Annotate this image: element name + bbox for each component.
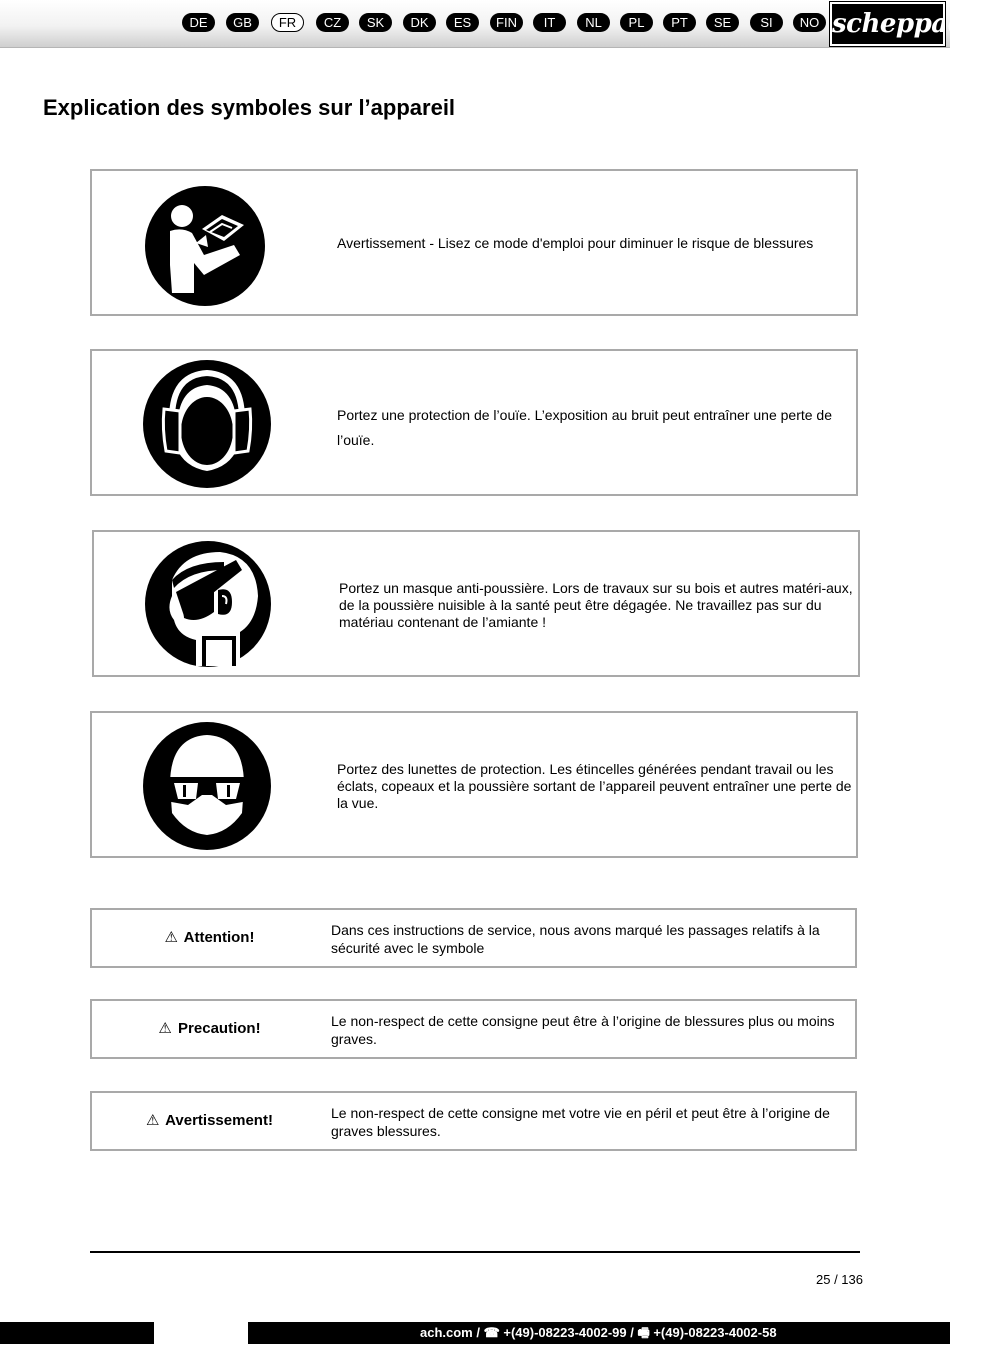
symbol-box-dust-mask xyxy=(92,530,860,677)
tab-pl[interactable]: PL xyxy=(620,13,653,32)
safety-goggles-icon xyxy=(142,721,272,851)
hearing-protection-icon xyxy=(142,359,272,489)
warning-box-precaution xyxy=(90,999,857,1059)
header-bar xyxy=(0,0,981,48)
footer-divider xyxy=(90,1251,860,1253)
warning-box-avertissement xyxy=(90,1091,857,1151)
warning-label-text: Avertissement! xyxy=(165,1112,273,1129)
warning-text: Dans ces instructions de service, nous avons marqué les passages relatifs à la sécurité avec le symbole xyxy=(331,922,820,956)
tab-cz[interactable]: CZ xyxy=(316,13,349,32)
footer-contact xyxy=(420,1322,810,1344)
symbol-text-line: l’ouïe. xyxy=(337,432,375,448)
symbol-box-safety-goggles xyxy=(90,711,858,858)
symbol-box-read-manual xyxy=(90,169,858,316)
page-title: Explication des symboles sur l’appareil xyxy=(43,95,456,120)
footer-bar xyxy=(0,1322,950,1344)
symbol-text: Portez des lunettes de protection. Les étincelles générées pendant travail ou les éclats, copeaux et la poussière sortant de l’appareil peuvent entraîner une perte de la vue. xyxy=(337,761,852,811)
scheppach-logo: scheppach xyxy=(830,2,945,46)
footer-gap xyxy=(154,1322,248,1344)
tab-se[interactable]: SE xyxy=(706,13,739,32)
warning-text: Le non-respect de cette consigne met votre vie en péril et peut être à l’origine de graves blessures. xyxy=(331,1105,830,1139)
read-manual-icon xyxy=(144,185,266,307)
tab-no[interactable]: NO xyxy=(793,13,826,32)
warning-label xyxy=(92,1093,327,1149)
tab-it[interactable]: IT xyxy=(533,13,566,32)
warning-label-text: Attention! xyxy=(183,929,255,946)
symbol-box-hearing-protection xyxy=(90,349,858,496)
dust-mask-icon xyxy=(144,540,272,668)
symbol-text xyxy=(337,403,857,453)
tab-sk[interactable]: SK xyxy=(359,13,392,32)
warning-label xyxy=(92,1001,327,1057)
page-number: 25 / 136 xyxy=(816,1272,863,1287)
symbol-text: Avertissement - Lisez ce mode d'emploi pour diminuer le risque de blessures xyxy=(337,235,814,251)
warning-label-text: Precaution! xyxy=(178,1020,261,1037)
tab-dk[interactable]: DK xyxy=(403,13,436,32)
tab-de[interactable]: DE xyxy=(182,13,215,32)
tab-nl[interactable]: NL xyxy=(577,13,610,32)
tab-fin[interactable]: FIN xyxy=(490,13,523,32)
tab-si[interactable]: SI xyxy=(750,13,783,32)
symbol-text-line: Portez une protection de l’ouïe. L’exposition au bruit peut entraîner une perte de xyxy=(337,407,833,423)
tab-fr[interactable]: FR xyxy=(271,13,304,32)
warning-label xyxy=(92,910,327,966)
warning-triangle-icon: ⚠ xyxy=(158,1020,172,1037)
footer-contact-text: ach.com / ☎ +(49)-08223-4002-99 / 🖷 +(49)-08223-4002-58 xyxy=(420,1325,777,1340)
symbol-text: Portez un masque anti-poussière. Lors de travaux sur su bois et autres matéri-aux, de la poussière nuisible à la santé peut être dégagée. Ne travaillez pas sur du matériau contenant de l’amiante ! xyxy=(339,580,853,630)
tab-es[interactable]: ES xyxy=(446,13,479,32)
warning-triangle-icon: ⚠ xyxy=(164,929,178,946)
warning-box-attention xyxy=(90,908,857,968)
warning-triangle-icon: ⚠ xyxy=(146,1112,160,1129)
tab-gb[interactable]: GB xyxy=(226,13,259,32)
tab-pt[interactable]: PT xyxy=(663,13,696,32)
warning-text: Le non-respect de cette consigne peut être à l’origine de blessures plus ou moins graves. xyxy=(331,1013,835,1047)
